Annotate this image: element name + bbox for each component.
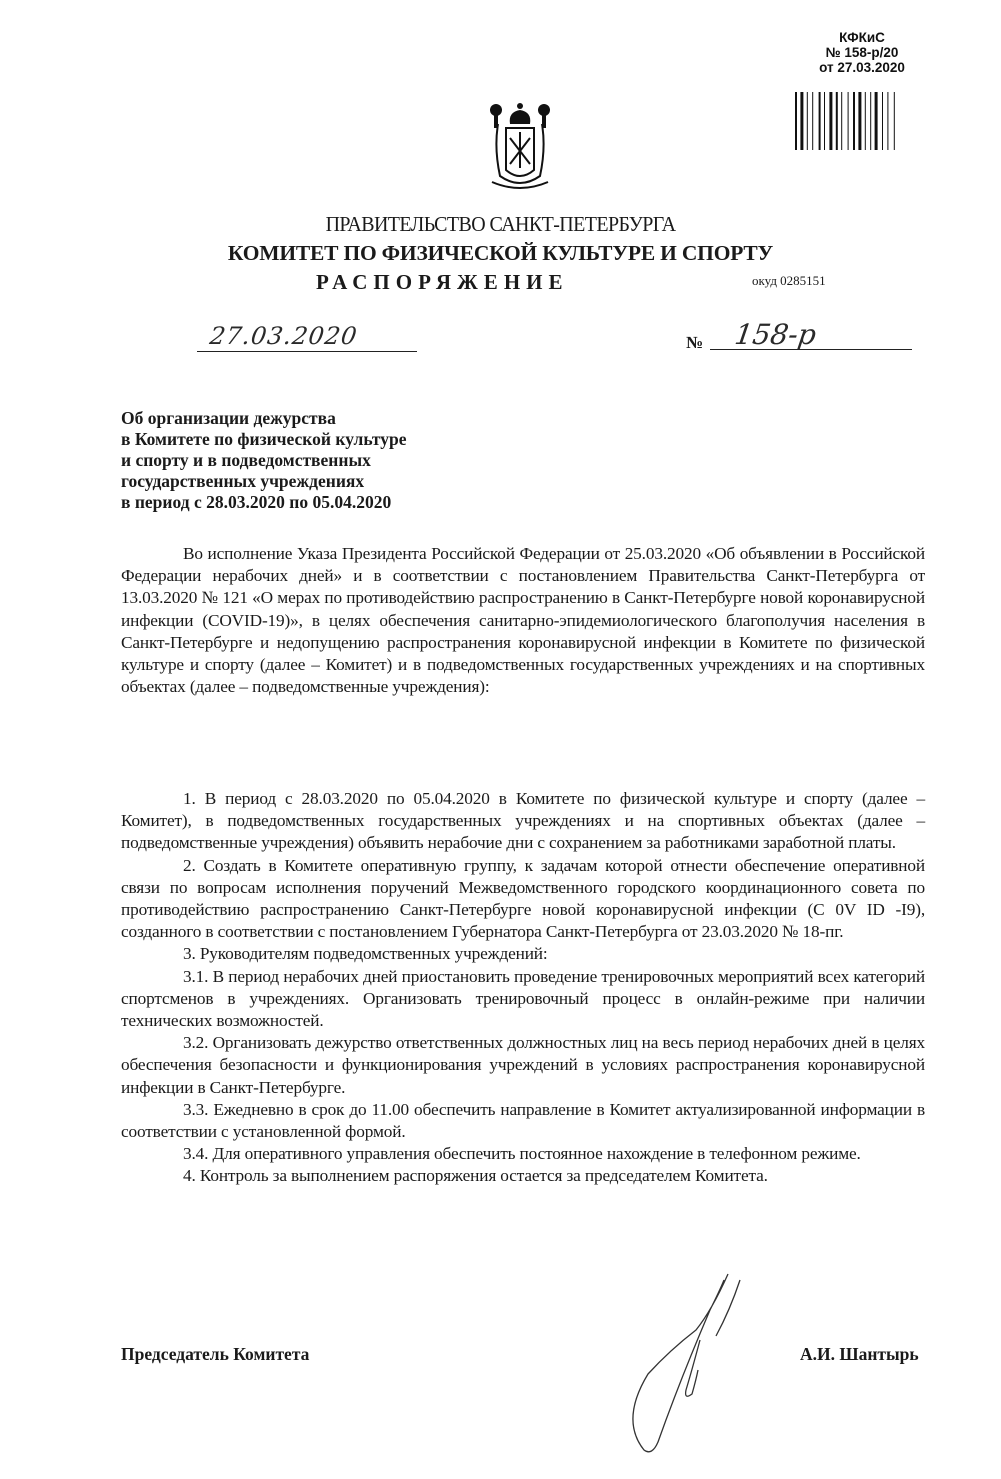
- barcode-bar: [875, 92, 878, 150]
- okud-code: окуд 0285151: [752, 273, 826, 288]
- number-label: №: [686, 333, 704, 352]
- handwritten-signature-icon: [600, 1270, 760, 1460]
- barcode-bar: [824, 92, 825, 150]
- order-item-4: 4. Контроль за выполнением распоряжения остается за председателем Комитета.: [183, 1166, 768, 1186]
- barcode-bar: [870, 92, 871, 150]
- signatory-name: А.И. Шантырь: [800, 1344, 919, 1364]
- handwritten-date: 27.03.2020: [208, 322, 360, 350]
- subject-line: и спорту и в подведомственных: [121, 450, 371, 470]
- barcode-bar: [807, 92, 808, 150]
- registration-stamp: [812, 30, 912, 75]
- order-item-3-3: 3.3. Ежедневно в срок до 11.00 обеспечить направление в Комитет актуализированной информации в соответствии с установленной формой.: [121, 1099, 925, 1142]
- government-name: ПРАВИТЕЛЬСТВО САНКТ-ПЕТЕРБУРГА: [325, 212, 676, 236]
- order-item-3: 3. Руководителям подведомственных учреждений:: [183, 944, 548, 964]
- date-underline: [197, 351, 417, 352]
- order-items: [121, 788, 925, 1188]
- signatory-title: Председатель Комитета: [121, 1344, 310, 1364]
- document-type: РАСПОРЯЖЕНИЕ: [316, 270, 569, 294]
- committee-name: КОМИТЕТ ПО ФИЗИЧЕСКОЙ КУЛЬТУРЕ И СПОРТУ: [227, 241, 774, 265]
- barcode-bar: [819, 92, 821, 150]
- barcode-bar: [858, 92, 861, 150]
- order-item-3-2: 3.2. Организовать дежурство ответственных должностных лиц на весь период нерабочих дней в целях обеспечения безопасности и функционирования учреждений в условиях распространения коронавирусной инфекции в Санкт-Петербурге.: [121, 1033, 925, 1097]
- barcode-bar: [894, 92, 895, 150]
- barcode-bar: [841, 92, 842, 150]
- subject-line: в Комитете по физической культуре: [121, 429, 407, 449]
- subject-line: в период с 28.03.2020 по 05.04.2020: [121, 492, 392, 512]
- stamp-date: от 27.03.2020: [819, 60, 905, 75]
- preamble: [121, 543, 925, 698]
- barcode-bar: [865, 92, 866, 150]
- subject-line: государственных учреждениях: [121, 471, 365, 491]
- barcode-bar: [887, 92, 888, 150]
- stamp-number: № 158-р/20: [825, 45, 899, 60]
- st-petersburg-coat-of-arms-icon: [484, 98, 556, 194]
- document-subject: [121, 408, 407, 513]
- order-item-1: 1. В период с 28.03.2020 по 05.04.2020 в Комитете по физической культуре и спорту (далее – Комитет), в подведомственных государственных учреждениях и на спортивных объектах (далее – подведомственные учреждения) объявить нерабочие дни с сохранением за работниками заработной платы.: [121, 789, 925, 853]
- order-item-3-1: 3.1. В период нерабочих дней приостановить проведение тренировочных мероприятий всех категорий спортсменов в учреждениях. Организовать тренировочный процесс в онлайн-режиме при наличии технических возможностей.: [121, 966, 925, 1031]
- barcode-bar: [812, 92, 813, 150]
- barcode-bar: [836, 92, 838, 150]
- barcode-bar: [829, 92, 832, 150]
- barcode-bar: [882, 92, 883, 150]
- barcode-bar: [848, 92, 849, 150]
- preamble-text: Во исполнение Указа Президента Российской Федерации от 25.03.2020 «Об объявлении в Российской Федерации нерабочих дней» и в соответствии с постановлением Правительства Санкт-Петербурга от 13.03.2020 № 121 «О мерах по противодействию распространению в Санкт-Петербурге новой коронавирусной инфекции (COVID-19)», в целях обеспечения санитарно-эпидемиологического благополучия населения в Санкт-Петербурге и недопущению распространения коронавирусной инфекции в Комитете по физической культуре и спорту (далее – Комитет) и в подведомственных государственных учреждениях и на спортивных объектах (далее – подведомственные учреждения):: [121, 544, 925, 697]
- handwritten-number: 158-р: [732, 318, 819, 351]
- order-item-3-4: 3.4. Для оперативного управления обеспечить постоянное нахождение в телефонном режиме.: [183, 1144, 861, 1164]
- barcode-bar: [853, 92, 855, 150]
- barcode-icon: [793, 92, 935, 150]
- number-underline: [710, 349, 912, 350]
- stamp-org: КФКиС: [839, 30, 885, 45]
- barcode-bar: [795, 92, 797, 150]
- order-item-2: 2. Создать в Комитете оперативную группу, к задачам которой отнести обеспечение оперативной связи по вопросам исполнения поручений Межведомственного городского координационного совета по противодействию распространению Санкт-Петербурге новой коронавирусной инфекции (C 0V ID -I9), созданного в соответствии с постановлением Губернатора Санкт-Петербурга от 23.03.2020 № 18-пг.: [121, 855, 925, 942]
- barcode-bar: [800, 92, 803, 150]
- subject-line: Об организации дежурства: [121, 408, 336, 428]
